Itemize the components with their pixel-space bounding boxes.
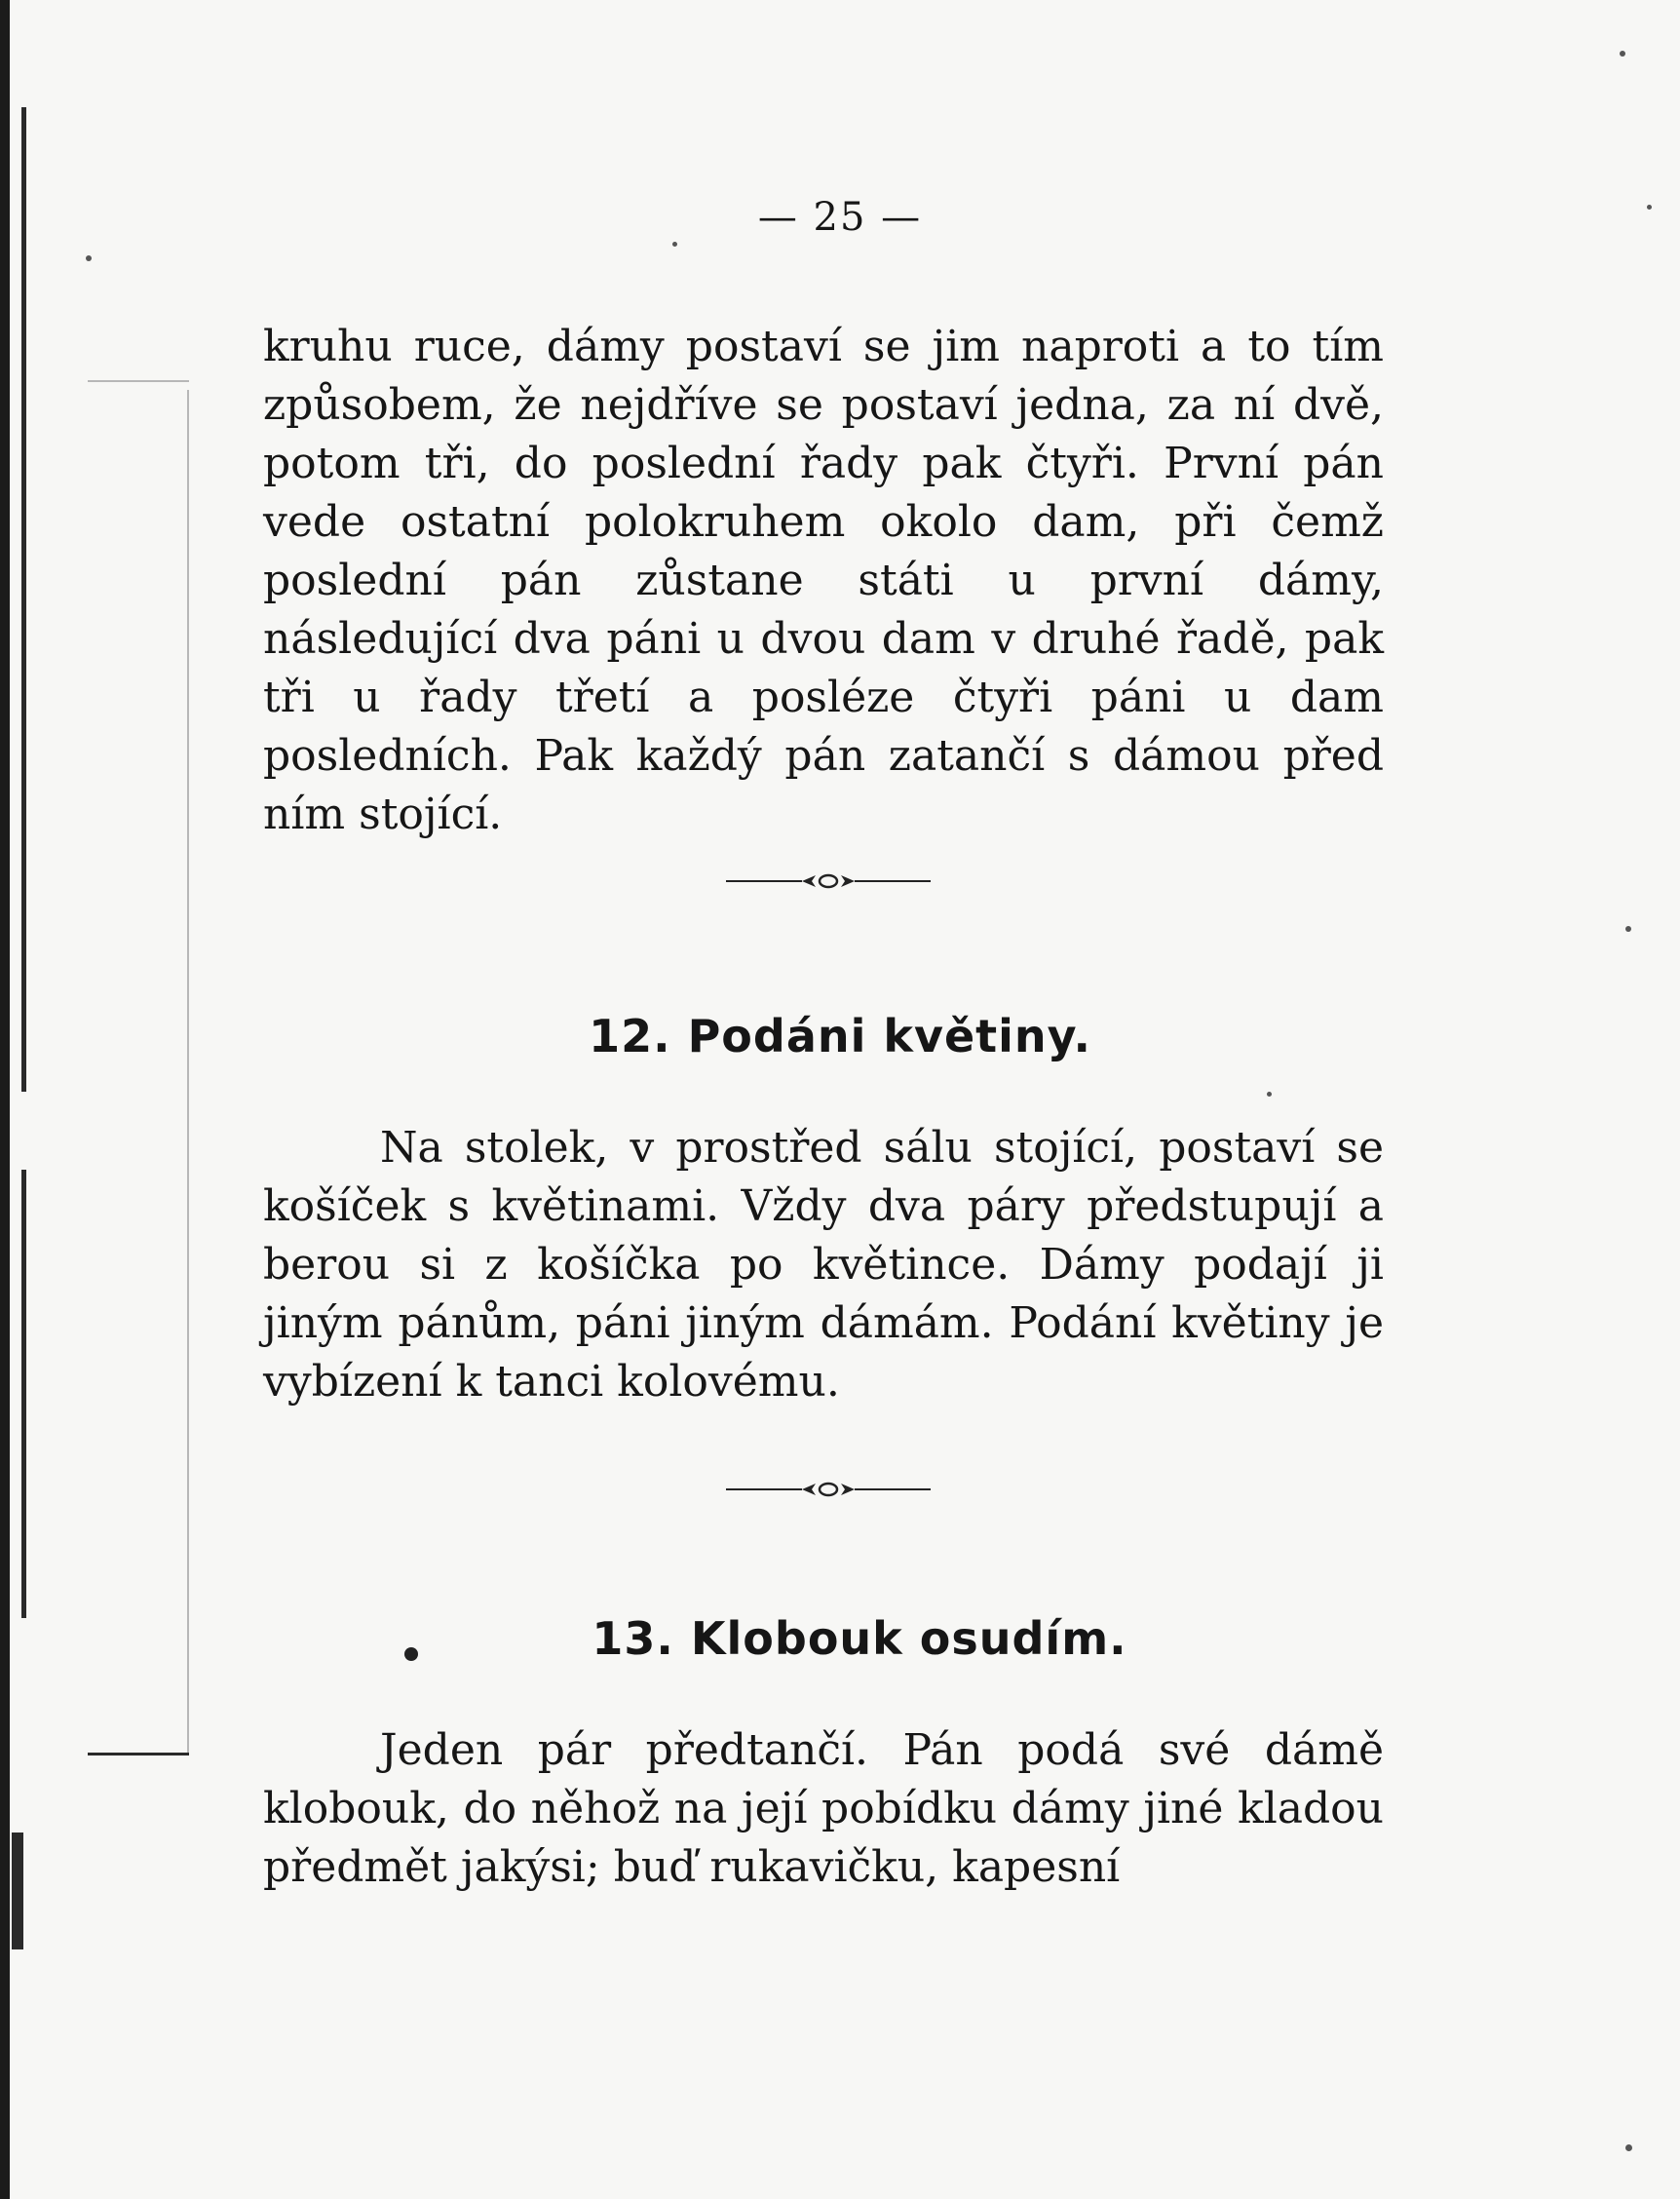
speck (1620, 51, 1625, 57)
binding-stitch-lower (21, 1170, 26, 1618)
binding-rule-top (88, 380, 189, 382)
section-paragraph: Jeden pár předtančí. Pán podá své dámě klobouk, do něhož na její pobídku dámy jiné kladou předmět jakýsi; buď rukavičku, kapesní (263, 1725, 1384, 1892)
speck (1625, 2144, 1632, 2151)
binding-clip-bottom (12, 1832, 23, 1949)
binding-rule-vertical (187, 390, 189, 1755)
section-heading: 13. Klobouk osudím. (592, 1612, 1127, 1665)
page-number: — 25 — (757, 195, 923, 240)
binding-rule-bottom (88, 1753, 189, 1755)
ornament-divider (726, 1480, 931, 1499)
section-paragraph: Na stolek, v prostřed sálu stojící, postaví se košíček s květinami. Vždy dva páry předstupují a berou si z košíčka po květince. Dámy podají ji jiným pánům, páni jiným dámám. Podání květiny je vybízení k tanci kolovému. (263, 1123, 1384, 1407)
binding-edge (0, 0, 10, 2199)
binding-stitch-upper (21, 107, 26, 1092)
continuation-paragraph-block (263, 318, 1384, 844)
speck (1267, 1092, 1272, 1097)
speck (86, 255, 92, 261)
ornament-divider (726, 871, 931, 891)
continuation-paragraph: kruhu ruce, dámy postaví se jim naproti a to tím způsobem, že nejdříve se postaví jedna, za ní dvě, potom tři, do poslední řady pak čtyři. První pán vede ostatní polokruhem okolo dam, při čemž poslední pán zůstane státi u první dámy, následující dva páni u dvou dam v druhé řadě, pak tři u řady třetí a posléze čtyři páni u dam posledních. Pak každý pán zatančí s dámou před ním stojící. (263, 322, 1384, 839)
section-paragraph-block (263, 1119, 1384, 1411)
speck (672, 242, 677, 247)
speck (1625, 926, 1631, 932)
section-heading: 12. Podáni květiny. (589, 1010, 1091, 1062)
section-paragraph-block (263, 1721, 1384, 1897)
